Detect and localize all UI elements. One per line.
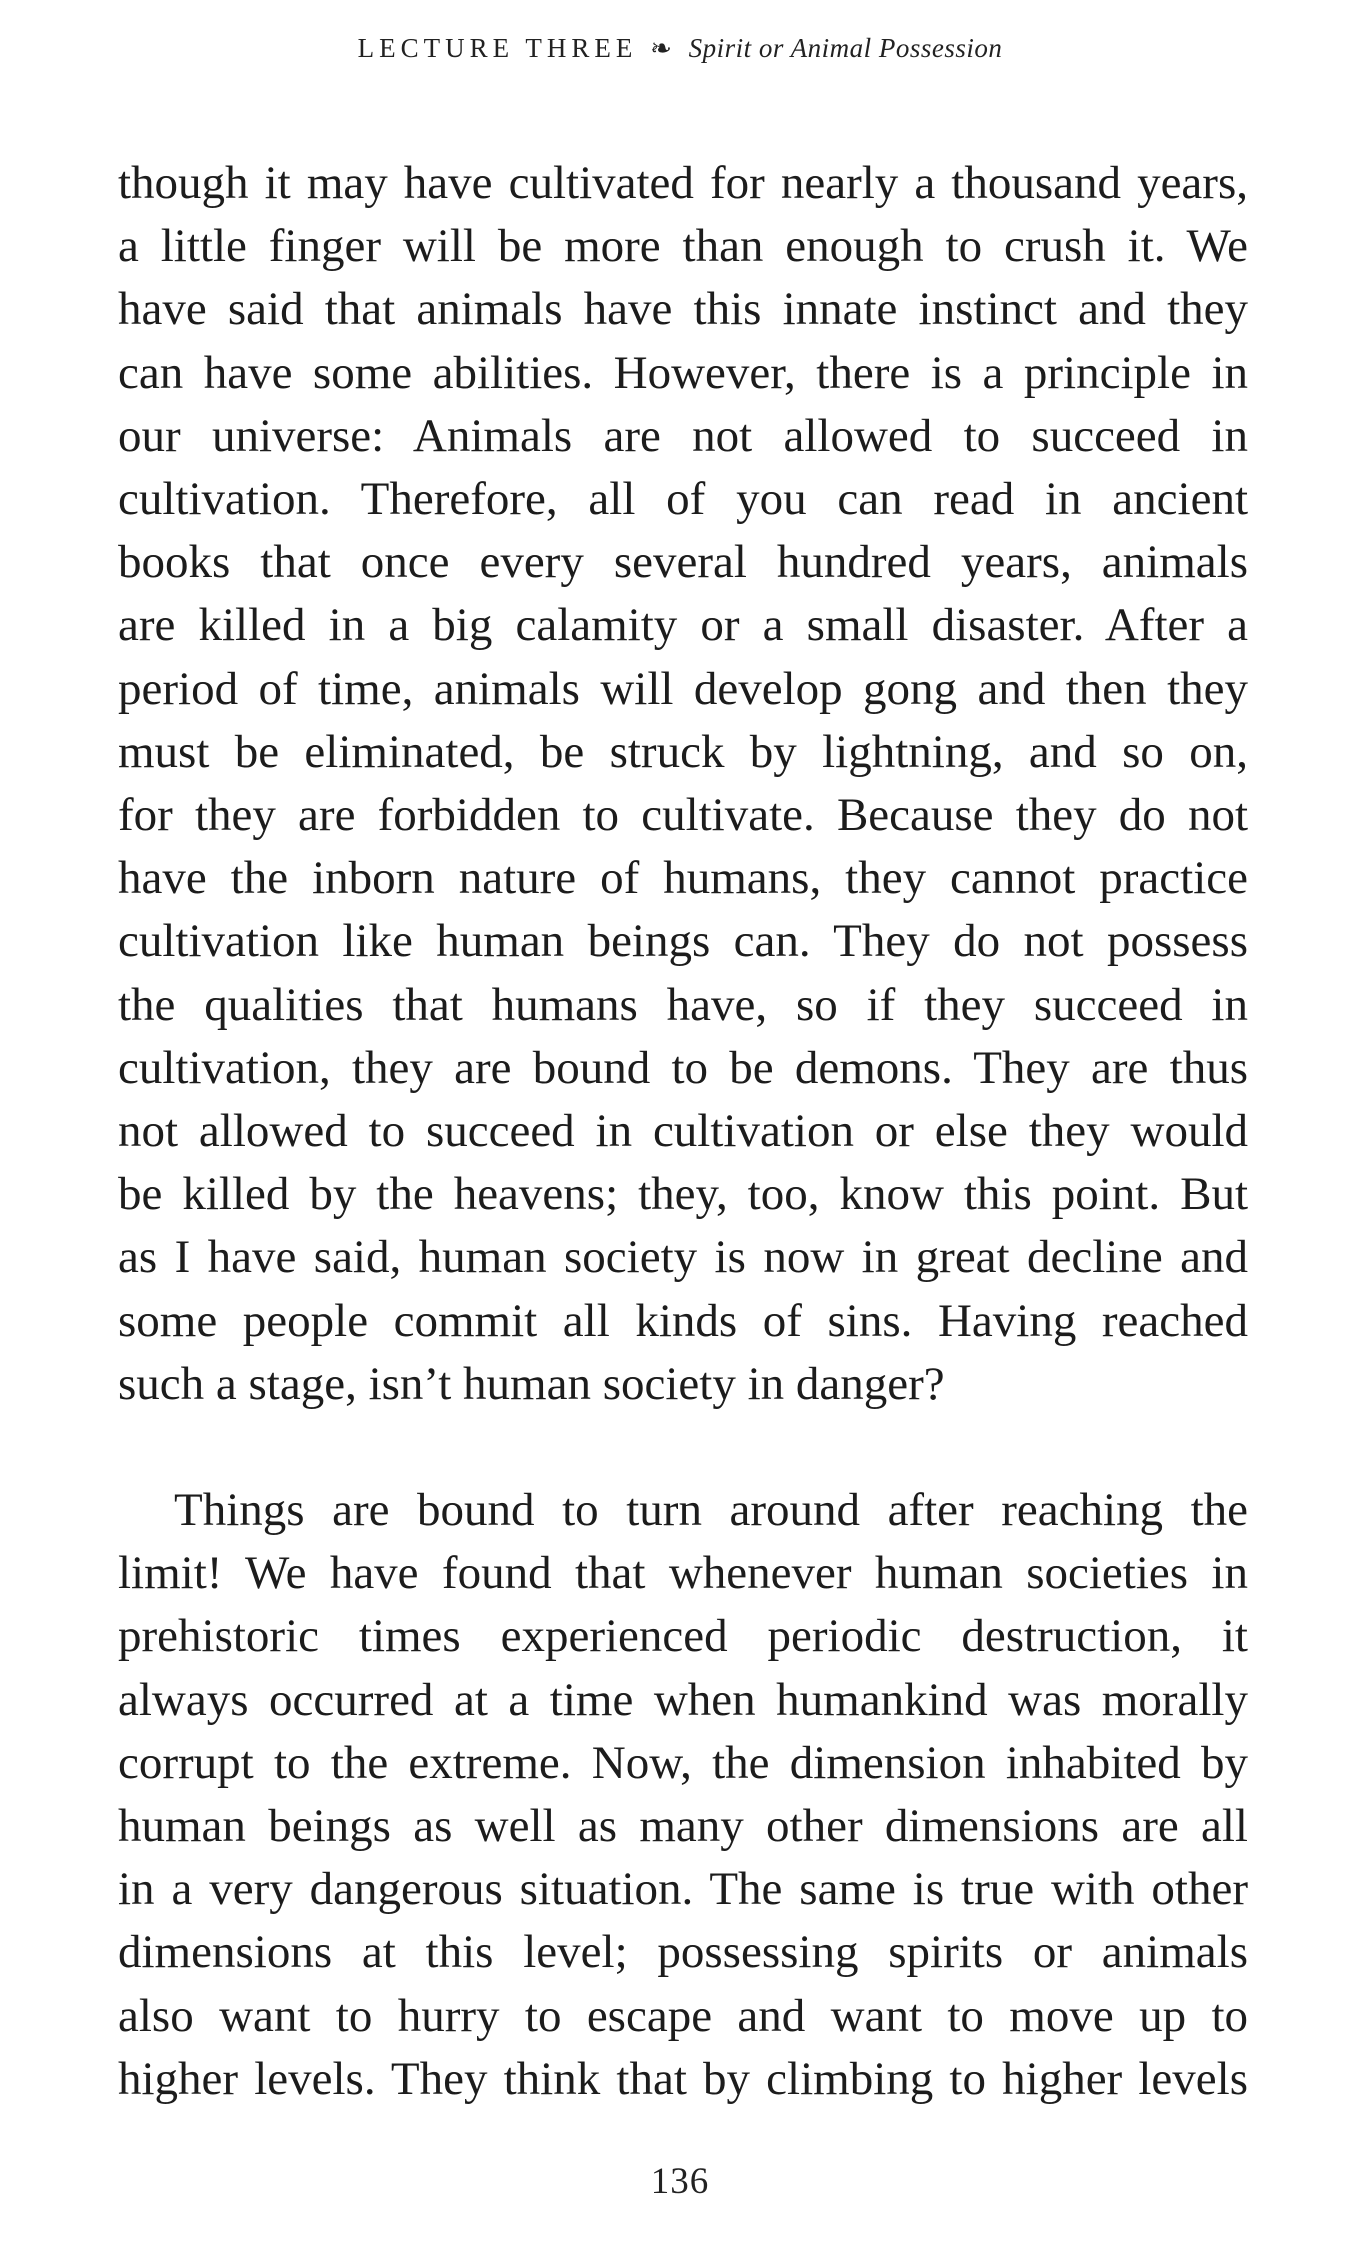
text-line: for they are forbidden to cultivate. Because they do not [118, 789, 1248, 842]
paragraph-1 [118, 152, 1248, 1416]
text-line: have the inborn nature of humans, they cannot practice [118, 852, 1248, 905]
text-line: our universe: Animals are not allowed to succeed in [118, 409, 1248, 462]
text-line: always occurred at a time when humankind was morally [118, 1673, 1248, 1726]
text-line: cultivation. Therefore, all of you can read in ancient [118, 473, 1248, 526]
text-line: also want to hurry to escape and want to move up to [118, 1989, 1248, 2042]
text-line: can have some abilities. However, there is a principle in [118, 346, 1248, 399]
text-line: books that once every several hundred years, animals [118, 536, 1248, 589]
lecture-label: LECTURE THREE [357, 33, 638, 63]
text-line: though it may have cultivated for nearly a thousand years, [118, 157, 1248, 209]
text-line: higher levels. They think that by climbing to higher levels [118, 2052, 1248, 2105]
text-line: are killed in a big calamity or a small disaster. After a [118, 599, 1248, 652]
text-line: must be eliminated, be struck by lightning, and so on, [118, 725, 1248, 778]
text-line: the qualities that humans have, so if they succeed in [118, 978, 1248, 1031]
text-line: be killed by the heavens; they, too, know this point. But [118, 1168, 1248, 1221]
body-text [118, 152, 1248, 2111]
text-line: period of time, animals will develop gong and then they [118, 662, 1248, 715]
text-line: corrupt to the extreme. Now, the dimension inhabited by [118, 1736, 1248, 1789]
text-line: prehistoric times experienced periodic destruction, it [118, 1610, 1248, 1663]
leaf-ornament-icon: ❧ [650, 34, 672, 63]
text-line: a little finger will be more than enough to crush it. We [118, 220, 1248, 273]
running-header [0, 28, 1360, 69]
chapter-title: Spirit or Animal Possession [688, 33, 1003, 63]
text-line: cultivation, they are bound to be demons. They are thus [118, 1041, 1248, 1094]
text-line: not allowed to succeed in cultivation or else they would [118, 1105, 1248, 1158]
text-line: as I have said, human society is now in great decline and [118, 1231, 1248, 1284]
text-line: cultivation like human beings can. They do not possess [118, 915, 1248, 968]
text-line: limit! We have found that whenever human societies in [118, 1547, 1248, 1600]
page-number: 136 [650, 2161, 710, 2202]
text-line: dimensions at this level; possessing spirits or animals [118, 1926, 1248, 1979]
text-line: Things are bound to turn around after reaching the [174, 1484, 1248, 1537]
text-line: some people commit all kinds of sins. Having reached [118, 1294, 1248, 1347]
paragraph-2 [118, 1479, 1248, 2111]
text-line: have said that animals have this innate instinct and they [118, 283, 1248, 336]
text-line: in a very dangerous situation. The same is true with other [118, 1863, 1248, 1916]
text-line: human beings as well as many other dimensions are all [118, 1800, 1248, 1853]
text-line: such a stage, isn’t human society in danger? [118, 1357, 945, 1410]
